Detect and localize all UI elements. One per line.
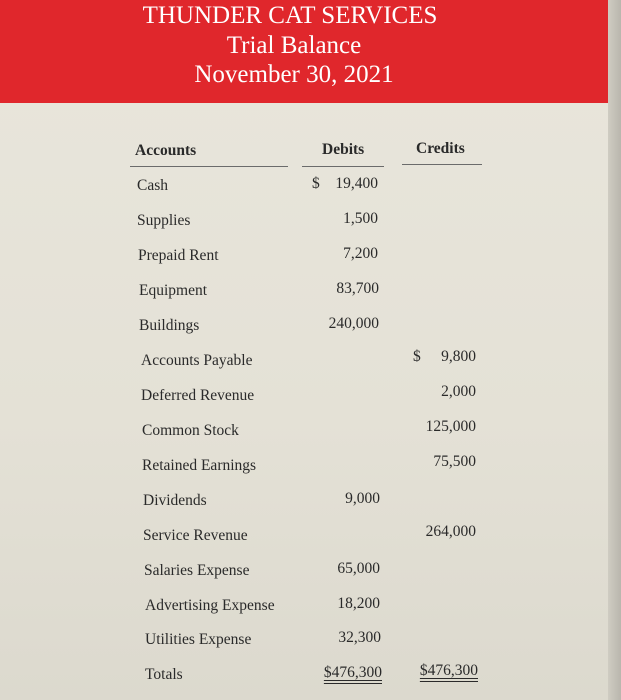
report-title: Trial Balance	[226, 32, 362, 59]
totals-credit: $476,300	[419, 662, 478, 679]
header-rule-accounts	[130, 166, 288, 167]
company-name: THUNDER CAT SERVICES	[142, 2, 438, 29]
credit-amount: 264,000	[425, 523, 476, 540]
debit-amount: 18,200	[337, 595, 380, 612]
column-header-credits: Credits	[416, 140, 465, 157]
page-edge	[608, 0, 621, 700]
header-rule-debits	[302, 166, 384, 167]
debit-amount: 65,000	[337, 560, 380, 577]
credit-amount: 9,800	[441, 348, 476, 365]
account-name: Cash	[137, 177, 168, 194]
account-name: Retained Earnings	[142, 457, 257, 474]
account-name: Salaries Expense	[144, 562, 250, 579]
currency-symbol-credit: $	[413, 348, 421, 365]
account-name: Service Revenue	[143, 527, 248, 544]
account-name: Advertising Expense	[145, 597, 275, 614]
debit-amount: 19,400	[335, 175, 378, 192]
account-name: Deferred Revenue	[141, 387, 255, 404]
account-name: Accounts Payable	[141, 352, 253, 369]
account-name: Buildings	[139, 317, 200, 334]
debit-amount: 32,300	[338, 629, 381, 646]
account-name: Prepaid Rent	[138, 247, 219, 264]
column-header-accounts: Accounts	[135, 142, 197, 159]
account-name: Supplies	[137, 212, 191, 229]
account-name: Equipment	[139, 282, 208, 299]
account-name: Utilities Expense	[145, 631, 252, 648]
credit-amount: 125,000	[425, 418, 476, 435]
report-date: November 30, 2021	[194, 61, 394, 88]
credit-amount: 2,000	[441, 383, 476, 400]
totals-debit: $476,300	[323, 664, 382, 681]
debit-amount: 7,200	[343, 245, 378, 262]
currency-symbol-debit: $	[312, 175, 320, 192]
account-name: Common Stock	[142, 422, 239, 439]
account-name: Dividends	[143, 492, 207, 509]
totals-label: Totals	[145, 666, 183, 683]
debit-amount: 83,700	[336, 280, 379, 297]
report-header	[0, 0, 608, 103]
debit-amount: 240,000	[328, 315, 379, 332]
debit-amount: 1,500	[343, 210, 378, 227]
debit-amount: 9,000	[345, 490, 380, 507]
column-header-debits: Debits	[322, 141, 365, 158]
header-rule-credits	[402, 164, 482, 165]
credit-amount: 75,500	[433, 453, 476, 470]
